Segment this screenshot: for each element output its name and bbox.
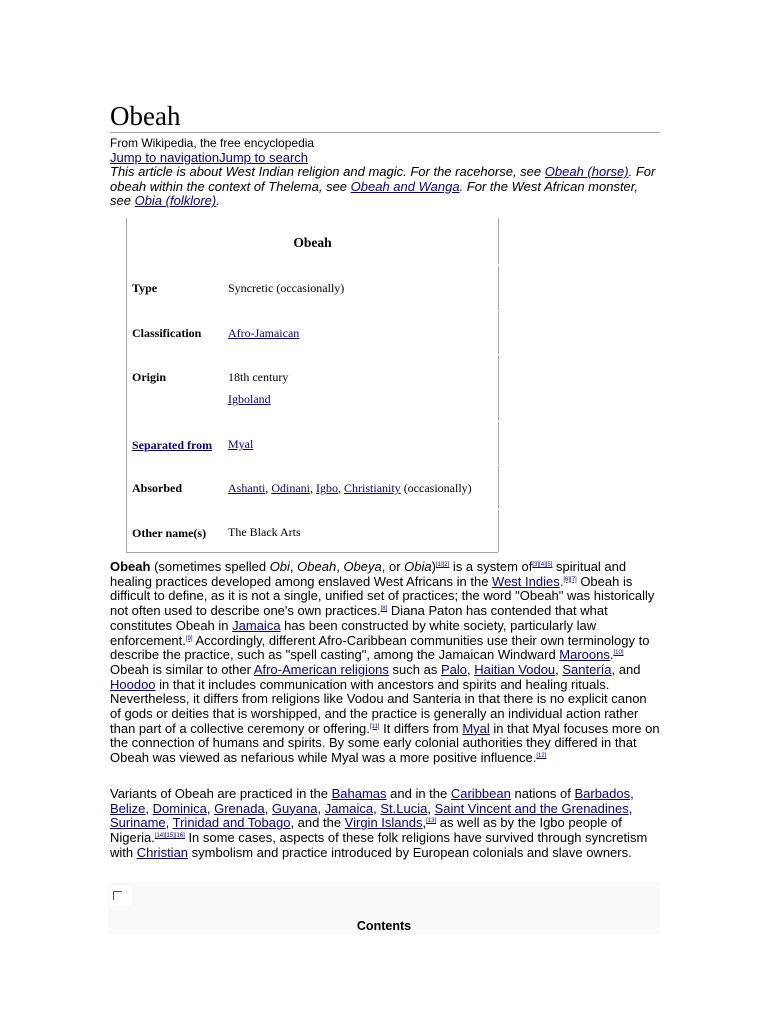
infobox <box>126 218 498 553</box>
suriname-link[interactable]: Suriname <box>110 815 166 831</box>
infobox-note: (occasionally) <box>400 481 472 495</box>
table-of-contents <box>108 882 660 934</box>
santeria-link[interactable]: Santería <box>562 661 612 677</box>
spelling-variant: Obia <box>404 559 432 574</box>
paragraph-text: as well as by the Igbo people of Nigeria. <box>110 815 622 846</box>
paragraph-text: (sometimes spelled <box>150 559 270 574</box>
infobox-row-type <box>127 266 499 310</box>
citation[interactable] <box>186 636 193 642</box>
toc-title: Contents <box>356 919 412 933</box>
paragraph-text: in that it includes communication with ancestors and spirits and healing rituals. Nevertheless, it differs from religions like Vodou and Santeria in that there is no explicit canon of gods or deities that is worshipped, and the practice is generally an individual action rather than part of a collective ceremony or offering. <box>110 676 647 736</box>
st-lucia-link[interactable]: St.Lucia <box>380 800 428 816</box>
obeah-horse-link[interactable]: Obeah (horse) <box>544 164 629 179</box>
citation-link[interactable]: [1][2] <box>435 562 450 568</box>
infobox-label: Other name(s) <box>132 526 207 540</box>
guyana-link[interactable]: Guyana <box>271 800 318 816</box>
odinani-link[interactable]: Odinani <box>271 481 311 495</box>
citation[interactable] <box>532 562 552 568</box>
dominica-link[interactable]: Dominica <box>152 800 207 816</box>
myal-link[interactable]: Myal <box>462 720 490 736</box>
citation-link[interactable]: [13] <box>426 818 437 825</box>
infobox-label: Origin <box>132 370 167 384</box>
toc-toggle[interactable] <box>110 886 132 906</box>
grenada-link[interactable]: Grenada <box>214 800 265 816</box>
paragraph-text: has been constructed by white society, particularly law enforcement. <box>110 617 597 648</box>
hatnote-text: This article is about West Indian religion and magic. For the racehorse, see <box>110 164 545 179</box>
paragraph-text: is a system of <box>449 559 533 574</box>
citation-link[interactable]: [12] <box>536 753 547 760</box>
spelling-variant: Obi <box>269 559 290 574</box>
infobox-value: Ashanti, Odinani, Igbo, Christianity (occasionally) <box>228 481 472 495</box>
ashanti-link[interactable]: Ashanti <box>228 481 266 495</box>
paragraph-text: and in the <box>386 786 451 801</box>
infobox-value: 18th century <box>228 370 289 384</box>
belize-link[interactable]: Belize <box>110 800 146 816</box>
christian-link[interactable]: Christian <box>136 844 189 860</box>
igboland-link[interactable]: Igboland <box>228 392 271 406</box>
myal-link[interactable]: Myal <box>228 437 254 451</box>
lead-term: Obeah <box>110 559 151 574</box>
paragraph-text: Obeah is similar to other <box>110 661 254 677</box>
infobox-label: Type <box>132 281 158 295</box>
jamaica-link[interactable]: Jamaica <box>232 617 281 633</box>
west-indies-link[interactable]: West Indies <box>492 573 560 589</box>
paragraph-text: Accordingly, different Afro-Caribbean communities use their own terminology to describe the practice, such as "spell casting", among the Jamaican Windward <box>110 632 650 663</box>
paragraph-text: in that Myal focuses more on the connection of humans and spirits. By some early colonial authorities they differed in that Obeah was viewed as nefarious while Myal was a more positive influence. <box>110 720 660 766</box>
citation-link[interactable]: [9] <box>185 635 193 642</box>
caribbean-link[interactable]: Caribbean <box>450 786 511 801</box>
title-divider <box>110 132 660 133</box>
infobox-caption-row <box>127 218 499 264</box>
infobox-label: Classification <box>132 326 202 340</box>
maroons-link[interactable]: Maroons <box>559 647 610 663</box>
citation[interactable] <box>426 818 436 824</box>
infobox-title: Obeah <box>293 235 332 250</box>
jump-to-navigation-link[interactable]: Jump to navigation <box>110 150 220 165</box>
paragraph-text: symbolism and practice introduced by European colonials and slave owners. <box>188 844 632 860</box>
citation-link[interactable]: [3][4][5] <box>532 562 553 568</box>
paragraph-text: Variants of Obeah are practiced in the <box>110 786 332 801</box>
afro-american-religions-link[interactable]: Afro-American religions <box>253 661 389 677</box>
haitian-vodou-link[interactable]: Haitian Vodou <box>474 661 556 677</box>
infobox-row-origin <box>127 355 499 421</box>
jump-links <box>110 150 308 165</box>
jump-to-search-link[interactable]: Jump to search <box>219 150 308 165</box>
page-title: Obeah <box>110 101 181 131</box>
palo-link[interactable]: Palo <box>440 661 467 677</box>
paragraph-variants: Variants of Obeah are practiced in the Bahamas and in the Caribbean nations of Barbados, Belize, Dominica, Grenada, Guyana, Jamaica, St.Lucia, Saint Vincent and the Grenadines, Suriname, Trinidad and Tobago, and the Virgin Islands,[13] as well as by the Igbo people of Nigeria.[14][15][16] In some cases, aspects of these folk religions have survived through syncretism with Christian symbolism and practice introduced by European colonials and slave owners. <box>110 786 648 860</box>
citation-link[interactable]: [11] <box>369 723 380 730</box>
paragraph-text: nations of <box>510 786 575 801</box>
infobox-label: Absorbed <box>132 481 183 495</box>
citation[interactable] <box>563 577 576 583</box>
igbo-link[interactable]: Igbo <box>316 481 339 495</box>
paragraph-intro: Obeah (sometimes spelled Obi, Obeah, Obeya, or Obia)[1][2] is a system of[3][4][5] spiritual and healing practices developed among enslaved West Africans in the West Indies.[6][7] Obeah is difficult to define, as it is not a single, unified set of practices; the word "Obeah" was historically not often used to describe one's own practices.[8] Diana Paton has contended that what constitutes Obeah in Jamaica has been constructed by white society, particularly law enforcement.[9] Accordingly, different Afro-Caribbean communities use their own terminology to describe the practice, such as "spell casting", among the Jamaican Windward Maroons.[10] Obeah is similar to other Afro-American religions such as Palo, Haitian Vodou, Santería, and Hoodoo in that it includes communication with ancestors and spirits and healing rituals. Nevertheless, it differs from religions like Vodou and Santeria in that there is no explicit canon of gods or deities that is worshipped, and the practice is generally an individual action rather than part of a collective ceremony or offering.[11] It differs from Myal in that Myal focuses more on the connection of humans and spirits. By some early colonial authorities they differed in that Obeah was viewed as nefarious while Myal was a more positive influence.[12] <box>110 559 660 766</box>
spelling-variant: Obeah <box>297 559 337 574</box>
citation-link[interactable]: [14][15][16] <box>154 833 185 840</box>
separated-from-link[interactable]: Separated from <box>132 438 213 452</box>
site-tagline: From Wikipedia, the free encyclopedia <box>110 136 315 150</box>
hatnote-text: . For obeah within the context of Thelema, see <box>110 164 656 194</box>
citation[interactable] <box>436 562 449 568</box>
paragraph-text: such as <box>388 661 441 677</box>
citation-link[interactable]: [8] <box>380 606 388 613</box>
hoodoo-link[interactable]: Hoodoo <box>110 676 156 692</box>
afro-jamaican-link[interactable]: Afro-Jamaican <box>228 326 300 340</box>
virgin-islands-link[interactable]: Virgin Islands <box>344 815 423 831</box>
citation-link[interactable]: [6][7] <box>563 576 577 583</box>
toggle-icon <box>113 891 122 900</box>
hatnote-text: . For the West African monster, see <box>110 178 639 209</box>
infobox-row-other-names <box>127 510 499 552</box>
paragraph-text: , and the <box>290 815 345 831</box>
barbados-link[interactable]: Barbados <box>574 786 631 801</box>
paragraph-text: In some cases, aspects of these folk religions have survived through syncretism with <box>110 830 648 860</box>
infobox-row-separated <box>127 422 499 465</box>
infobox-value: The Black Arts <box>228 525 301 539</box>
citation[interactable] <box>613 650 623 656</box>
citation-link[interactable]: [10] <box>613 650 624 657</box>
obia-folklore-link[interactable]: Obia (folklore) <box>134 193 217 209</box>
paragraph-text: It differs from <box>379 720 463 736</box>
christianity-link[interactable]: Christianity <box>344 481 401 495</box>
jamaica-link[interactable]: Jamaica <box>324 800 374 816</box>
paragraph-text: Obeah is difficult to define, as it is not a single, unified set of practices; the word "Obeah" was historically not often used to describe one's own practices. <box>110 573 655 619</box>
citation[interactable] <box>155 833 185 839</box>
paragraph-text: Diana Paton has contended that what constitutes Obeah in <box>110 603 608 633</box>
paragraph-text: , or <box>381 559 405 574</box>
hatnote-text: . <box>216 193 220 209</box>
infobox-value: Syncretic (occasionally) <box>228 281 345 295</box>
bahamas-link[interactable]: Bahamas <box>331 786 387 801</box>
infobox-row-classification <box>127 311 499 354</box>
citation[interactable] <box>536 753 546 759</box>
hatnote <box>110 165 660 209</box>
infobox-row-absorbed <box>127 466 499 509</box>
trinidad-and-tobago-link[interactable]: Trinidad and Tobago <box>172 815 291 831</box>
obeah-and-wanga-link[interactable]: Obeah and Wanga <box>350 178 460 194</box>
saint-vincent-link[interactable]: Saint Vincent and the Grenadines <box>434 800 629 816</box>
paragraph-text: spiritual and healing practices developed among enslaved West Africans in the <box>110 559 627 589</box>
spelling-variant: Obeya <box>343 559 382 574</box>
